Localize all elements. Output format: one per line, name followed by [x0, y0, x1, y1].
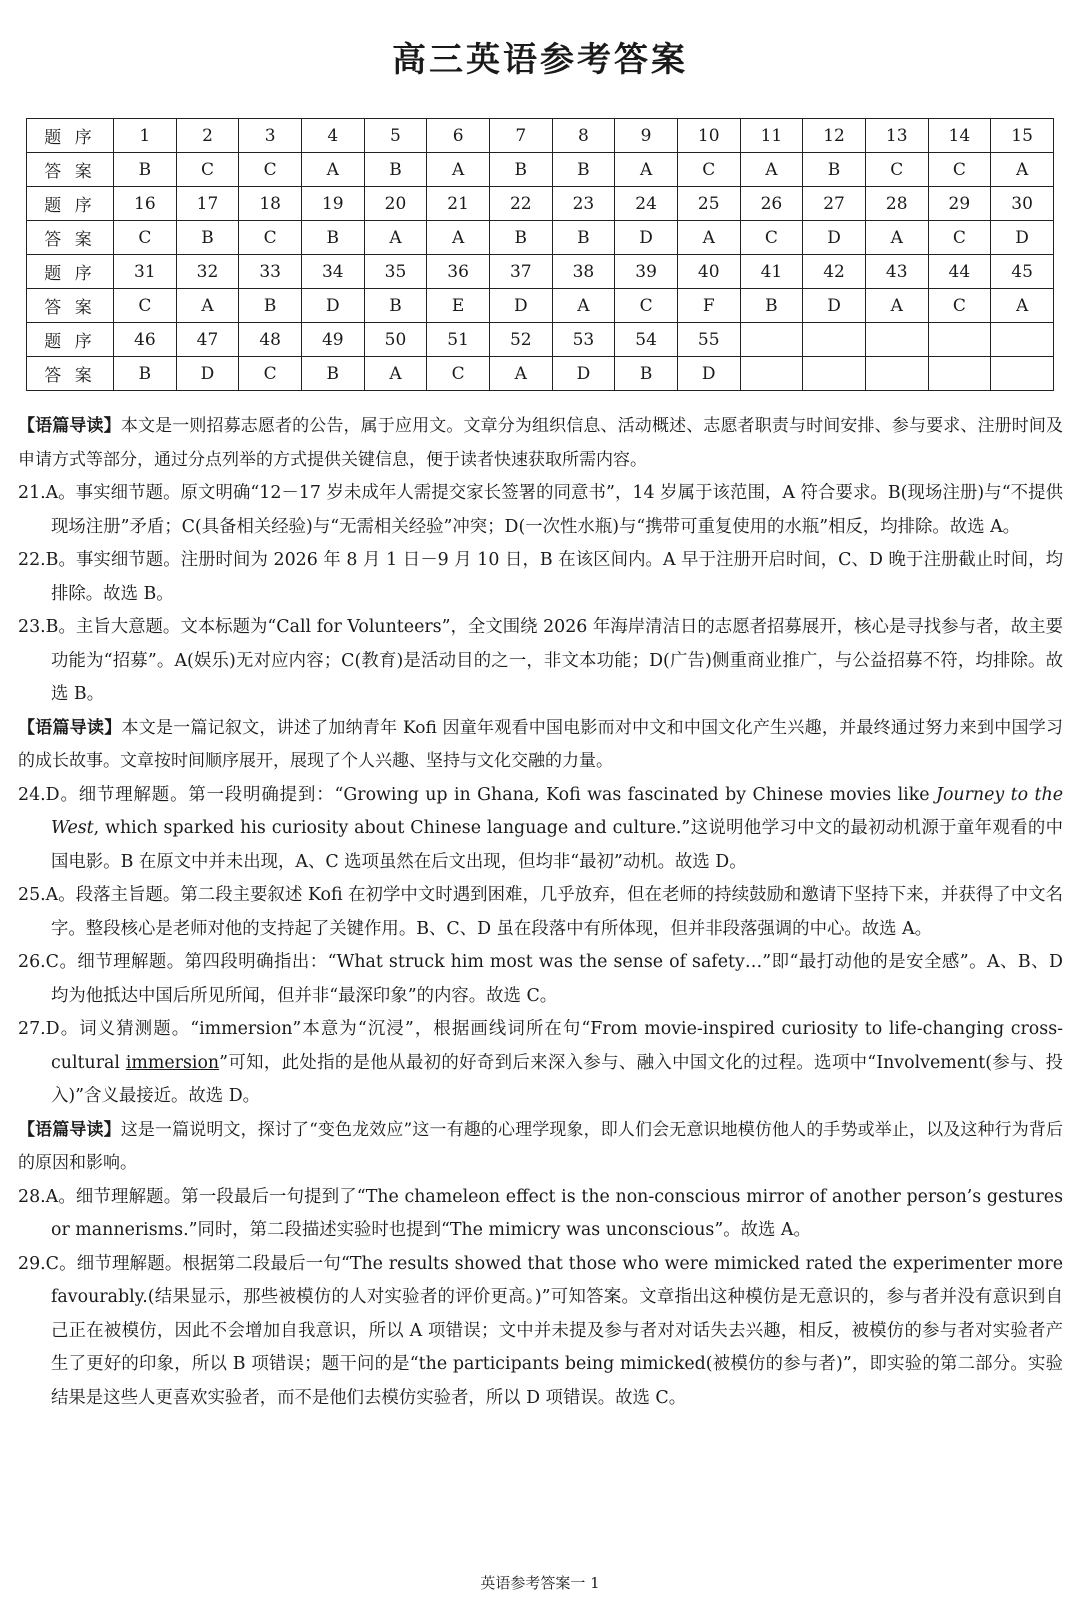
- question-number-cell: 38: [552, 255, 615, 289]
- guide-tag: 【语篇导读】: [18, 717, 122, 738]
- answer-cell: D: [991, 221, 1054, 255]
- answer-row-label: 答 案: [27, 289, 114, 323]
- question-number-row-label: 题 序: [27, 187, 114, 221]
- answer-cell: A: [615, 153, 678, 187]
- question-number-cell: 22: [489, 187, 552, 221]
- answer-cell: [991, 357, 1054, 391]
- answer-table: [26, 118, 1054, 391]
- question-number-cell: 45: [991, 255, 1054, 289]
- answer-row-label: 答 案: [27, 153, 114, 187]
- page-title: 高三英语参考答案: [392, 40, 688, 80]
- question-number-cell: 30: [991, 187, 1054, 221]
- question-number-cell: 35: [364, 255, 427, 289]
- answer-row: [27, 289, 1054, 323]
- answer-row: [27, 221, 1054, 255]
- question-number-row: [27, 255, 1054, 289]
- answer-cell: C: [615, 289, 678, 323]
- answer-cell: F: [677, 289, 740, 323]
- answer-cell: C: [239, 357, 302, 391]
- answer-cell: A: [427, 221, 490, 255]
- answer-cell: A: [991, 289, 1054, 323]
- question-number-cell: 8: [552, 119, 615, 153]
- answer-cell: A: [677, 221, 740, 255]
- question-number-cell: 49: [301, 323, 364, 357]
- answer-explanation-25: 25.A。段落主旨题。第二段主要叙述 Kofi 在初学中文时遇到困难，几乎放弃，但在老师的持续鼓励和邀请下坚持下来，并获得了中文名字。整段核心是老师对他的支持起了关键作用。B、C、D 虽在段落中有所体现，但并非段落强调的中心。故选 A。: [18, 885, 1063, 939]
- answer-cell: B: [301, 221, 364, 255]
- answer-cell: D: [615, 221, 678, 255]
- question-number-cell: [865, 323, 928, 357]
- question-number-row: [27, 323, 1054, 357]
- question-number-cell: 34: [301, 255, 364, 289]
- question-number-cell: 26: [740, 187, 803, 221]
- answer-cell: B: [489, 221, 552, 255]
- answer-cell: B: [114, 357, 177, 391]
- answer-cell: C: [928, 221, 991, 255]
- answer-cell: C: [677, 153, 740, 187]
- answer-row-label: 答 案: [27, 357, 114, 391]
- answer-cell: B: [552, 153, 615, 187]
- answer-explanation-28: 28.A。细节理解题。第一段最后一句提到了“The chameleon effect is the non-conscious mirror of another person’s gestures or mannerisms.”同时，第二段描述实验时也提到“The mimicry was unconscious”。故选 A。: [18, 1186, 1063, 1240]
- question-number-cell: 11: [740, 119, 803, 153]
- question-number-cell: 23: [552, 187, 615, 221]
- answer-cell: [803, 357, 866, 391]
- question-number-cell: 9: [615, 119, 678, 153]
- question-number-cell: 50: [364, 323, 427, 357]
- answer-cell: B: [301, 357, 364, 391]
- question-number-cell: 18: [239, 187, 302, 221]
- answer-cell: A: [552, 289, 615, 323]
- answer-cell: D: [803, 221, 866, 255]
- reading-guide-1: 【语篇导读】本文是一则招募志愿者的公告，属于应用文。文章分为组织信息、活动概述、志愿者职责与时间安排、参与要求、注册时间及申请方式等部分，通过分点列举的方式提供关键信息，便于读者快速获取所需内容。: [18, 416, 1064, 470]
- question-number-cell: 55: [677, 323, 740, 357]
- page-footer: 英语参考答案一 1: [480, 1574, 600, 1592]
- question-number-row-label: 题 序: [27, 119, 114, 153]
- answer-cell: B: [364, 289, 427, 323]
- answer-explanation-27: 27.D。词义猜测题。“immersion”本意为“沉浸”，根据画线词所在句“From movie-inspired curiosity to life-changing cross-cultural immersion”可知，此处指的是他从最初的好奇到后来深入参与、融入中国文化的过程。选项中“Involvement(参与、投入)”含义最接近。故选 D。: [18, 1019, 1063, 1106]
- answer-cell: A: [364, 221, 427, 255]
- answer-explanation-26: 26.C。细节理解题。第四段明确指出：“What struck him most was the sense of safety…”即“最打动他的是安全感”。A、B、D 均为他抵达中国后所见所闻，但并非“最深印象”的内容。故选 C。: [18, 952, 1063, 1006]
- question-number-cell: 12: [803, 119, 866, 153]
- question-number-cell: 14: [928, 119, 991, 153]
- answer-cell: C: [427, 357, 490, 391]
- answer-cell: A: [427, 153, 490, 187]
- question-number-cell: 51: [427, 323, 490, 357]
- answer-cell: D: [489, 289, 552, 323]
- question-number-cell: 32: [176, 255, 239, 289]
- answer-cell: A: [301, 153, 364, 187]
- answer-cell: B: [114, 153, 177, 187]
- answer-cell: A: [176, 289, 239, 323]
- question-number-cell: 44: [928, 255, 991, 289]
- question-number-cell: 24: [615, 187, 678, 221]
- question-number-row-label: 题 序: [27, 255, 114, 289]
- answer-cell: D: [301, 289, 364, 323]
- question-number-cell: 27: [803, 187, 866, 221]
- movie-title: Journey to the West: [51, 784, 1063, 838]
- answer-cell: C: [928, 153, 991, 187]
- answer-cell: B: [176, 221, 239, 255]
- question-number-cell: 41: [740, 255, 803, 289]
- question-number-cell: 43: [865, 255, 928, 289]
- answer-cell: C: [114, 289, 177, 323]
- question-number-cell: 31: [114, 255, 177, 289]
- answer-cell: [740, 357, 803, 391]
- answer-cell: D: [552, 357, 615, 391]
- explanation-body: [18, 410, 1063, 1415]
- question-number-cell: 13: [865, 119, 928, 153]
- answer-cell: C: [176, 153, 239, 187]
- question-number-cell: 7: [489, 119, 552, 153]
- answer-cell: A: [865, 221, 928, 255]
- question-number-cell: 54: [615, 323, 678, 357]
- question-number-row: [27, 119, 1054, 153]
- answer-cell: B: [615, 357, 678, 391]
- answer-cell: A: [364, 357, 427, 391]
- answer-cell: B: [364, 153, 427, 187]
- question-number-cell: 53: [552, 323, 615, 357]
- question-number-cell: 33: [239, 255, 302, 289]
- answer-cell: C: [865, 153, 928, 187]
- answer-cell: D: [803, 289, 866, 323]
- reading-guide-3: 【语篇导读】这是一篇说明文，探讨了“变色龙效应”这一有趣的心理学现象，即人们会无意识地模仿他人的手势或举止，以及这种行为背后的原因和影响。: [18, 1119, 1063, 1173]
- question-number-cell: 1: [114, 119, 177, 153]
- answer-explanation-23: 23.B。主旨大意题。文本标题为“Call for Volunteers”，全文围绕 2026 年海岸清洁日的志愿者招募展开，核心是寻找参与者，故主要功能为“招募”。A(娱乐)无对应内容；C(教育)是活动目的之一，非文本功能；D(广告)侧重商业推广，与公益招募不符，均排除。故选 B。: [18, 617, 1063, 704]
- answer-cell: C: [928, 289, 991, 323]
- question-number-cell: 19: [301, 187, 364, 221]
- answer-explanation-29: 29.C。细节理解题。根据第二段最后一句“The results showed that those who were mimicked rated the experimenter more favourably.(结果显示，那些被模仿的人对实验者的评价更高。)”可知答案。文章指出这种模仿是无意识的，参与者并没有意识到自己正在被模仿，因此不会增加自我意识，所以 A 项错误；文中并未提及参与者对对话失去兴趣，相反，被模仿的参与者对实验者产生了更好的印象，所以 B 项错误；题干问的是“the participants being mimicked(被模仿的参与者)”，即实验的第二部分。实验结果是这些人更喜欢实验者，而不是他们去模仿实验者，所以 D 项错误。故选 C。: [18, 1253, 1063, 1408]
- answer-row: [27, 153, 1054, 187]
- question-number-cell: 52: [489, 323, 552, 357]
- question-number-row-label: 题 序: [27, 323, 114, 357]
- answer-row-label: 答 案: [27, 221, 114, 255]
- question-number-cell: [991, 323, 1054, 357]
- question-number-cell: 25: [677, 187, 740, 221]
- question-number-cell: 10: [677, 119, 740, 153]
- question-number-cell: 21: [427, 187, 490, 221]
- answer-row: [27, 357, 1054, 391]
- answer-cell: D: [677, 357, 740, 391]
- question-number-cell: 3: [239, 119, 302, 153]
- answer-cell: B: [489, 153, 552, 187]
- answer-cell: C: [239, 153, 302, 187]
- answer-cell: [865, 357, 928, 391]
- answer-cell: A: [489, 357, 552, 391]
- answer-cell: E: [427, 289, 490, 323]
- question-number-cell: 20: [364, 187, 427, 221]
- reading-guide-2: 【语篇导读】本文是一篇记叙文，讲述了加纳青年 Kofi 因童年观看中国电影而对中文和中国文化产生兴趣，并最终通过努力来到中国学习的成长故事。文章按时间顺序展开，展现了个人兴趣、坚持与文化交融的力量。: [18, 717, 1064, 771]
- question-number-cell: 15: [991, 119, 1054, 153]
- question-number-cell: 42: [803, 255, 866, 289]
- question-number-row: [27, 187, 1054, 221]
- answer-explanation-22: 22.B。事实细节题。注册时间为 2026 年 8 月 1 日－9 月 10 日，B 在该区间内。A 早于注册开启时间，C、D 晚于注册截止时间，均排除。故选 B。: [18, 550, 1063, 604]
- question-number-cell: [928, 323, 991, 357]
- answer-cell: A: [991, 153, 1054, 187]
- answer-cell: B: [552, 221, 615, 255]
- question-number-cell: 2: [176, 119, 239, 153]
- guide-tag: 【语篇导读】: [18, 416, 121, 436]
- question-number-cell: 17: [176, 187, 239, 221]
- answer-cell: [928, 357, 991, 391]
- answer-cell: C: [114, 221, 177, 255]
- question-number-cell: 36: [427, 255, 490, 289]
- answer-cell: D: [176, 357, 239, 391]
- answer-explanation-24: 24.D。细节理解题。第一段明确提到：“Growing up in Ghana, Kofi was fascinated by Chinese movies like Journey to the West, which sparked his curiosity about Chinese language and culture.”这说明他学习中文的最初动机源于童年观看的中国电影。B 在原文中并未出现，A、C 选项虽然在后文出现，但均非“最初”动机。故选 D。: [18, 784, 1063, 872]
- underlined-word: immersion: [125, 1052, 220, 1073]
- question-number-cell: 16: [114, 187, 177, 221]
- question-number-cell: 4: [301, 119, 364, 153]
- question-number-cell: [803, 323, 866, 357]
- question-number-cell: 5: [364, 119, 427, 153]
- question-number-cell: 48: [239, 323, 302, 357]
- answer-cell: C: [239, 221, 302, 255]
- guide-tag: 【语篇导读】: [18, 1119, 121, 1140]
- question-number-cell: 39: [615, 255, 678, 289]
- question-number-cell: 46: [114, 323, 177, 357]
- question-number-cell: 28: [865, 187, 928, 221]
- question-number-cell: [740, 323, 803, 357]
- answer-cell: C: [740, 221, 803, 255]
- question-number-cell: 40: [677, 255, 740, 289]
- question-number-cell: 29: [928, 187, 991, 221]
- answer-explanation-21: 21.A。事实细节题。原文明确“12－17 岁未成年人需提交家长签署的同意书”，14 岁属于该范围，A 符合要求。B(现场注册)与“不提供现场注册”矛盾；C(具备相关经验)与“无需相关经验”冲突；D(一次性水瓶)与“携带可重复使用的水瓶”相反，均排除。故选 A。: [18, 483, 1063, 537]
- answer-cell: A: [865, 289, 928, 323]
- question-number-cell: 6: [427, 119, 490, 153]
- question-number-cell: 37: [489, 255, 552, 289]
- answer-cell: B: [803, 153, 866, 187]
- answer-cell: B: [740, 289, 803, 323]
- answer-cell: B: [239, 289, 302, 323]
- answer-cell: A: [740, 153, 803, 187]
- question-number-cell: 47: [176, 323, 239, 357]
